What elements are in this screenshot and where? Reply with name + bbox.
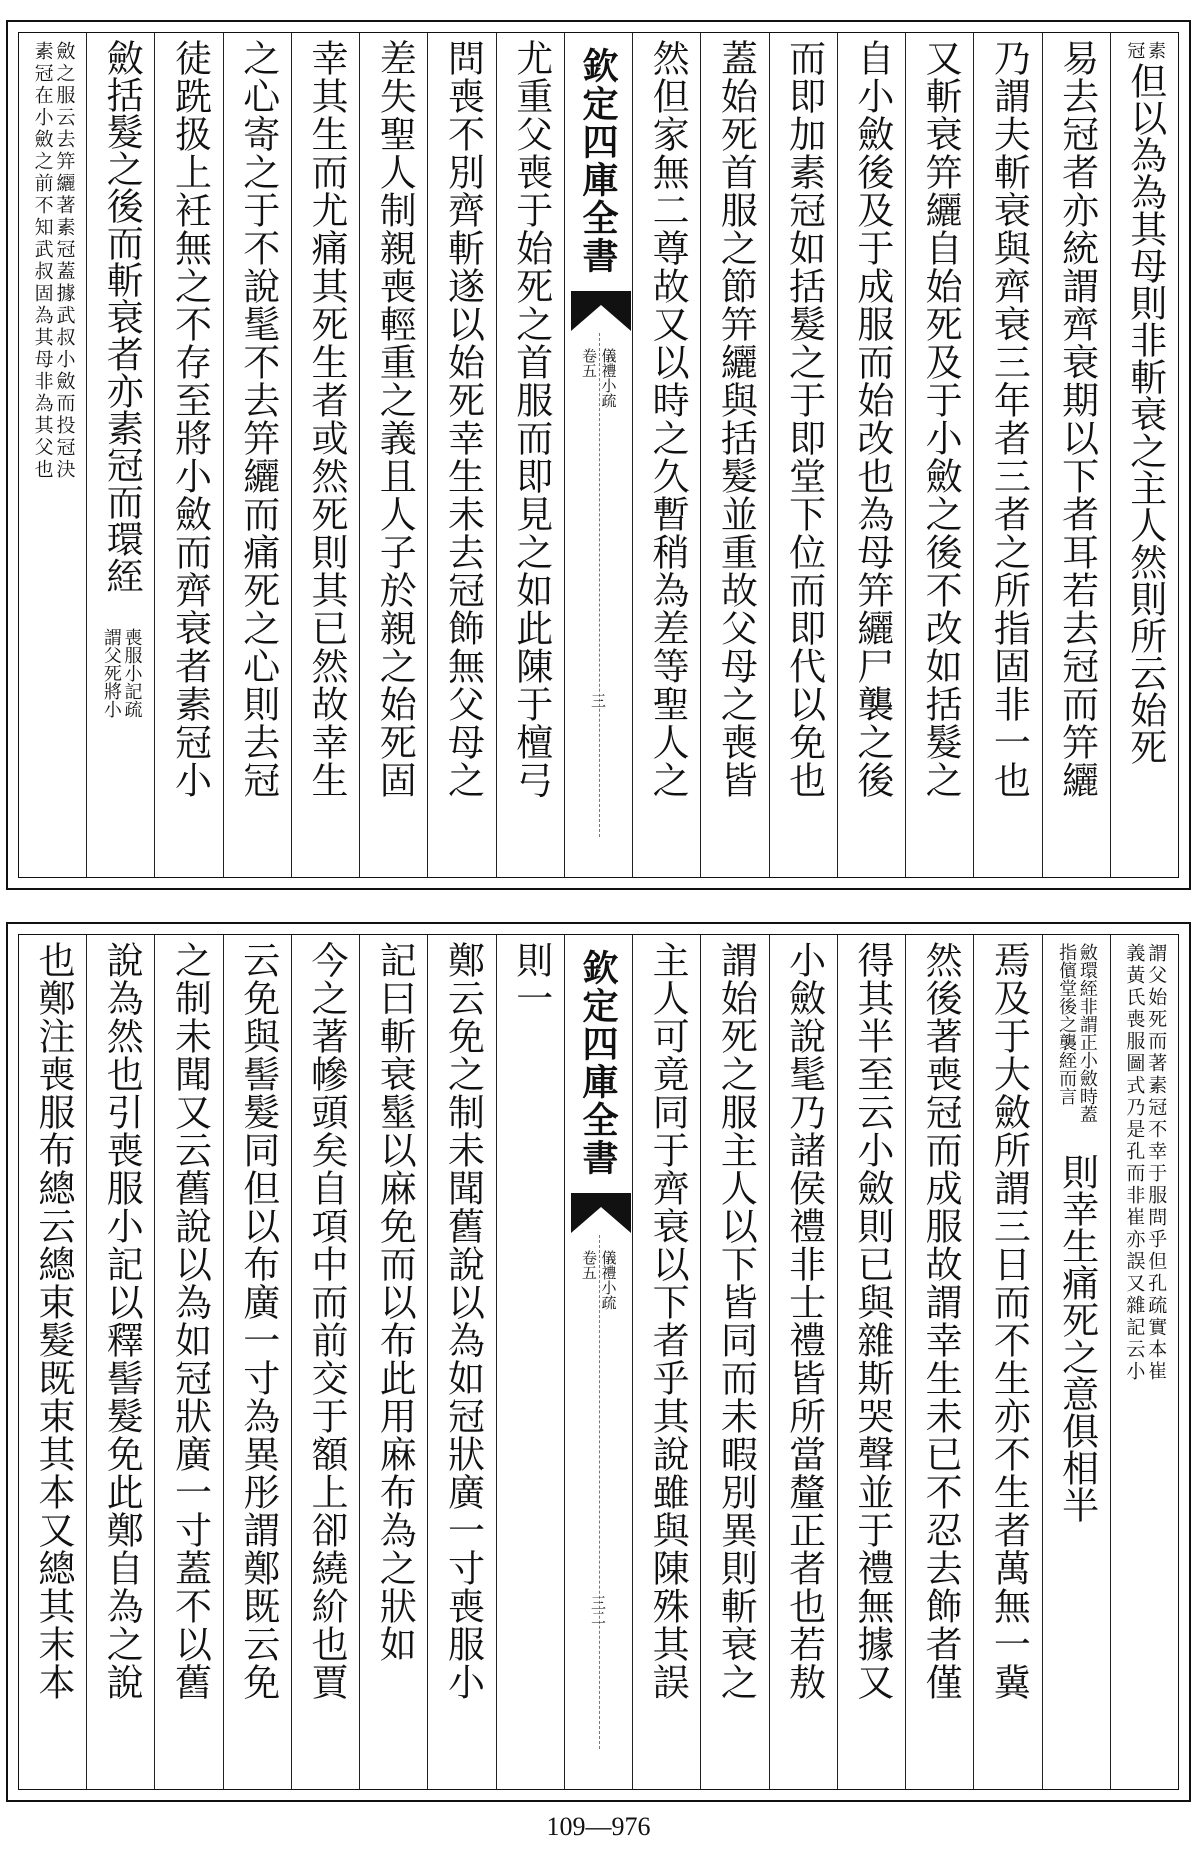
text-column	[905, 33, 973, 877]
text-column	[632, 935, 700, 1789]
text-column	[1042, 935, 1110, 1789]
fold-rule	[599, 333, 600, 837]
main-text-line: 主人可竟同于齊衰以下者乎其說雖與陳殊其誤	[646, 941, 690, 1701]
main-text-line: 蓋始死首服之節笄纚與括髮並重故父母之喪皆	[714, 39, 758, 799]
annotation-line: 斂環絰非謂正小斂時蓋	[1076, 943, 1098, 1123]
mixed-column	[1043, 935, 1110, 1789]
text-column	[973, 33, 1041, 877]
main-text-line: 鄭云免之制未聞舊說以為如冠狀廣一寸喪服小	[441, 941, 485, 1701]
annotation-lines	[19, 33, 86, 877]
center-fold-column	[564, 935, 632, 1789]
main-text-line: 問喪不別齊斬遂以始死幸生未去冠飾無父母之	[441, 39, 485, 799]
main-text-line: 然後著喪冠而成服故謂幸生未已不忍去飾者僅	[919, 941, 963, 1701]
main-text-line: 焉及于大斂所謂三日而不生亦不生者萬無一冀	[987, 941, 1031, 1701]
text-column	[700, 33, 768, 877]
main-text-line: 謂始死之服主人以下皆同而未暇別異則斬衰之	[714, 941, 758, 1701]
main-text-line: 得其半至云小斂則已與雜斯哭聲並于禮無據又	[850, 941, 894, 1701]
book-series-title: 欽定四庫全書	[577, 949, 619, 1177]
folio-number: 109—976	[546, 1812, 651, 1841]
text-column	[973, 935, 1041, 1789]
main-text-line: 記曰斬衰髽以麻免而以布此用麻布為之狀如	[373, 941, 417, 1663]
main-text-line: 云免與髻髮同但以布廣一寸為異彤謂鄭既云免	[236, 941, 280, 1701]
annotation-line: 謂父死將小	[100, 628, 122, 718]
main-text-line: 尤重父喪于始死之首服而即見之如此陳于檀弓	[509, 39, 553, 799]
leaf-number: 三	[589, 693, 607, 708]
text-column	[427, 33, 495, 877]
text-column	[1110, 33, 1178, 877]
annotation-line: 素	[1145, 41, 1167, 59]
annotation-line: 喪服小記疏	[121, 628, 143, 718]
main-text-line: 小斂說髦乃諸侯禮非士禮皆所當釐正者也若敖	[782, 941, 826, 1701]
text-column	[1110, 935, 1178, 1789]
main-text-line: 則一	[509, 941, 553, 1017]
main-text-line: 而即加素冠如括髮之于即堂下位而即代以免也	[782, 39, 826, 799]
text-column	[837, 33, 905, 877]
annotation-lines	[1111, 935, 1178, 1789]
text-column	[291, 935, 359, 1789]
text-column	[223, 33, 291, 877]
leaf-number: 三二	[589, 1595, 607, 1625]
main-text-line: 徒跣扱上衽無之不存至將小斂而齊衰者素冠小	[168, 39, 212, 799]
text-column	[19, 935, 86, 1789]
text-column	[154, 935, 222, 1789]
annotation-lines	[1111, 41, 1178, 59]
text-column	[700, 935, 768, 1789]
main-text-line: 說為然也引喪服小記以釋髻髮免此鄭自為之說	[100, 941, 144, 1701]
main-text-line: 今之著幓頭矣自項中而前交于額上卻繞紒也賈	[304, 941, 348, 1701]
annotation-lines	[87, 628, 154, 718]
annotation-line: 素冠在小斂之前不知武叔固為其母非為其父也	[31, 41, 54, 481]
text-column	[1042, 33, 1110, 877]
upper-page-columns	[19, 33, 1178, 877]
volume-number: 卷五	[580, 1250, 598, 1280]
text-column	[154, 33, 222, 877]
text-column	[359, 33, 427, 877]
main-text-line: 乃謂夫斬衰與齊衰三年者三者之所指固非一也	[987, 39, 1031, 799]
main-text-line: 然但家無二尊故又以時之久暫稍為差等聖人之	[646, 39, 690, 799]
text-column	[86, 33, 154, 877]
text-column	[223, 935, 291, 1789]
main-text-line: 自小斂後及于成服而始改也為母笄纚尸襲之後	[850, 39, 894, 799]
book-series-title: 欽定四庫全書	[577, 47, 619, 275]
book-volume-label	[581, 348, 617, 408]
fold-rule	[599, 1235, 600, 1749]
text-column	[359, 935, 427, 1789]
main-text-line: 幸其生而尤痛其死生者或然死則其已然故幸生	[304, 39, 348, 799]
text-column	[837, 935, 905, 1789]
book-name: 儀禮小疏	[599, 1250, 618, 1310]
main-text-line: 又斬衰笄纚自始死及于小斂之後不改如括髮之	[919, 39, 963, 799]
text-column	[86, 935, 154, 1789]
main-text-line: 也鄭注喪服布總云總束髮既束其本又總其末本	[32, 941, 76, 1701]
main-text-line: 易去冠者亦統謂齊衰期以下者耳若去冠而笄纚	[1055, 39, 1099, 799]
upper-page-frame	[18, 32, 1179, 878]
annotation-line: 指儐堂後之襲絰而言	[1056, 943, 1078, 1105]
main-text-line: 之制未聞又云舊說以為如冠狀廣一寸蓋不以舊	[168, 941, 212, 1701]
fishtail-ornament-icon	[571, 1193, 631, 1233]
mixed-column	[87, 33, 154, 877]
text-column	[496, 935, 564, 1789]
annotation-lines	[1043, 943, 1110, 1123]
main-text-line: 差失聖人制親喪輕重之義且人子於親之始死固	[373, 39, 417, 799]
book-volume-label	[581, 1250, 617, 1310]
fishtail-ornament-icon	[571, 291, 631, 331]
main-text-line: 但以為為其母則非斬衰之主人然則所云始死	[1123, 62, 1167, 765]
center-fold-column	[564, 33, 632, 877]
text-column	[632, 33, 700, 877]
annotation-line: 冠	[1124, 41, 1146, 59]
main-text-line: 之心寄之于不說髦不去笄纚而痛死之心則去冠	[236, 39, 280, 799]
text-column	[291, 33, 359, 877]
annotation-line: 斂之服云去笄纚著素冠蓋據武叔小斂而投冠決	[53, 41, 76, 481]
main-text-line: 斂括髮之後而斬衰者亦素冠而環絰	[100, 39, 144, 594]
lower-page-frame	[18, 934, 1179, 1790]
text-column	[19, 33, 86, 877]
upper-page	[6, 20, 1191, 890]
main-text-line: 則幸生痛死之意俱相半	[1055, 1153, 1099, 1523]
annotation-line: 謂父始死而著素冠不幸于服問乎但孔疏實本崔	[1145, 943, 1168, 1383]
lower-page-columns	[19, 935, 1178, 1789]
text-column	[905, 935, 973, 1789]
text-column	[427, 935, 495, 1789]
text-column	[769, 935, 837, 1789]
text-column	[496, 33, 564, 877]
mixed-column	[1111, 33, 1178, 877]
annotation-line: 義黃氏喪服圖式乃是孔而非崔亦誤又雜記云小	[1123, 943, 1146, 1383]
volume-number: 卷五	[580, 348, 598, 378]
book-name: 儀禮小疏	[599, 348, 618, 408]
lower-page	[6, 922, 1191, 1802]
text-column	[769, 33, 837, 877]
